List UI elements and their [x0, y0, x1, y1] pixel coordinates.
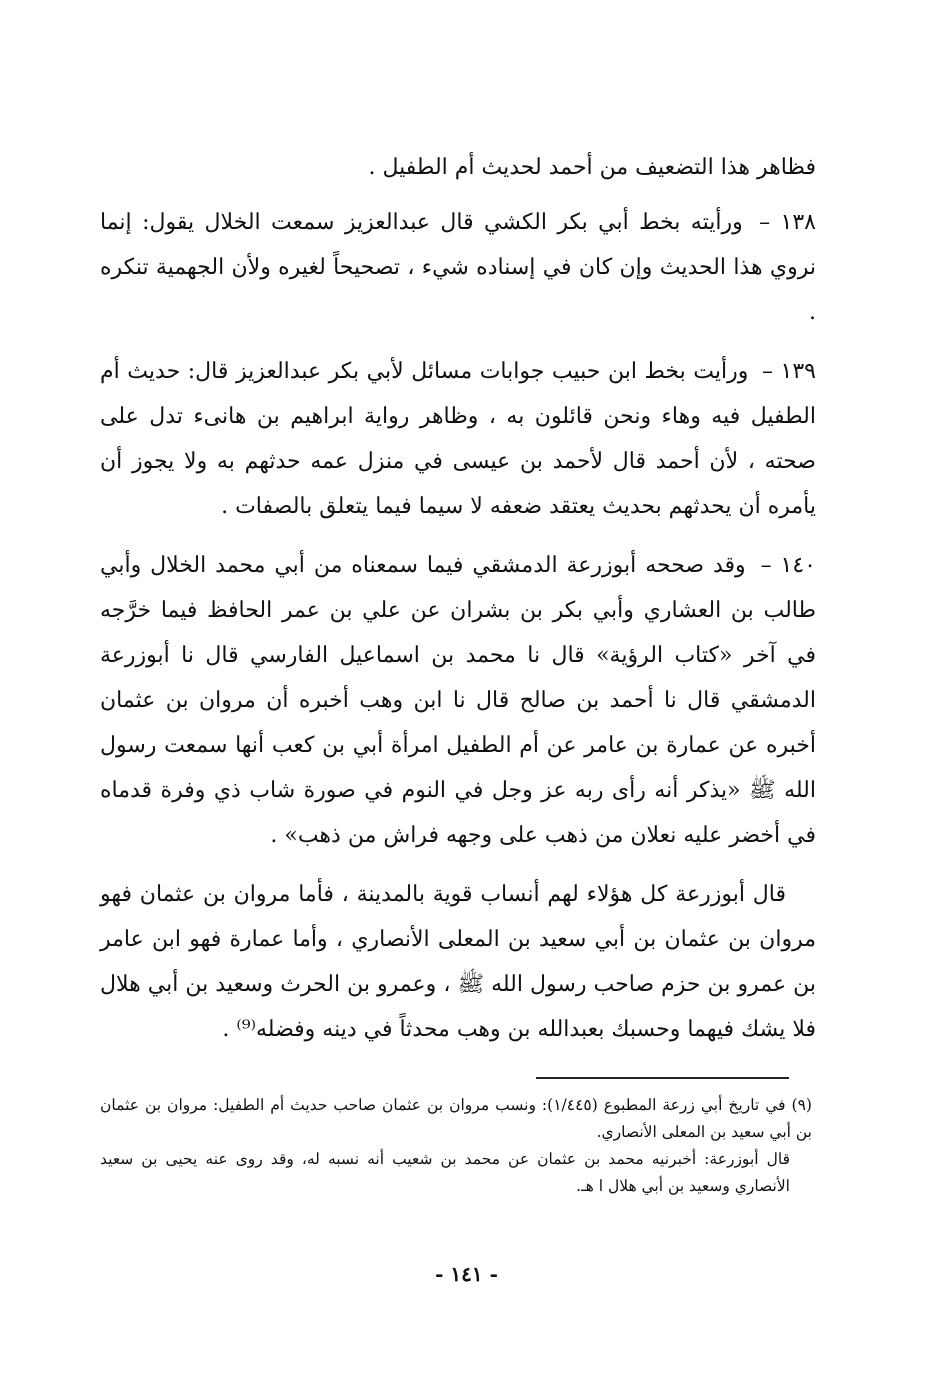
intro-line: فظاهر هذا التضعيف من أحمد لحديث أم الطفيل . — [368, 155, 816, 180]
page-body — [100, 145, 816, 1052]
footnote-9-continuation: قال أبوزرعة: أخبرنيه محمد بن عثمان عن محمد بن شعيب أنه نسبه له، وقد روى عنه يحيى بن سعيد الأنصاري وسعيد بن أبي هلال ا هـ. — [100, 1150, 790, 1195]
entry-text: ورأيت بخط ابن حبيب جوابات مسائل لأبي بكر عبدالعزيز قال: حديث أم الطفيل فيه وهاء ونحن قائلون به ، وظاهر رواية ابراهيم بن هانىء تدل على صحته ، لأن أحمد قال لأحمد بن عيسى في منزل عمه حدثهم به ولا يجوز أن يأمره أن يحدثهم بحديث يعتقد ضعفه لا سيما فيما يتعلق بالصفات . — [100, 359, 816, 519]
entry-140 — [100, 543, 816, 858]
entry-138 — [100, 200, 816, 335]
page-number: - ١٤١ - — [435, 1262, 498, 1286]
footnote-9 — [100, 1092, 812, 1146]
entry-text: ورأيته بخط أبي بكر الكشي قال عبدالعزيز سمعت الخلال يقول: إنما نروي هذا الحديث وإن كان في إسناده شيء ، تصحيحاً لغيره ولأن الجهمية تنكره . — [100, 210, 816, 325]
entry-number: ١٤٠ – — [760, 553, 816, 578]
footnote-text: في تاريخ أبي زرعة المطبوع (١/٤٤٥): ونسب مروان بن عثمان صاحب حديث أم الطفيل: مروان بن عثمان بن أبي سعيد بن المعلى الأنصاري. — [100, 1096, 812, 1141]
entry-number: ١٣٩ – — [761, 359, 816, 384]
entry-139 — [100, 349, 816, 529]
footnote-divider — [536, 1077, 789, 1079]
footnotes — [100, 1092, 812, 1200]
footnote-marker: (٩) — [791, 1096, 812, 1114]
entry-number: ١٣٨ – — [759, 210, 816, 235]
entry-text: وقد صححه أبوزرعة الدمشقي فيما سمعناه من أبي محمد الخلال وأبي طالب بن العشاري وأبي بكر بن بشران عن علي بن عمر الحافظ فيما خرَّجه في آخر «كتاب الرؤية» قال نا محمد بن اسماعيل الفارسي قال نا أبوزرعة الدمشقي قال نا أحمد بن صالح قال نا ابن وهب أخبره أن مروان بن عثمان أخبره عن عمارة بن عامر عن أم الطفيل امرأة أبي بن كعب أنها سمعت رسول الله ﷺ «يذكر أنه رأى ربه عز وجل في النوم في صورة شاب ذي وفرة قدماه في أخضر عليه نعلان من ذهب على وجهه فراش من ذهب» . — [100, 553, 816, 848]
closing-paragraph: قال أبوزرعة كل هؤلاء لهم أنساب قوية بالمدينة ، فأما مروان بن عثمان فهو مروان بن عثمان بن أبي سعيد بن المعلى الأنصاري ، وأما عمارة فهو ابن عامر بن عمرو بن حزم صاحب رسول الله ﷺ ، وعمرو بن الحرث وسعيد بن أبي هلال فلا يشك فيهما وحسبك بعبدالله بن وهب محدثاً في دينه وفضله⁽⁹⁾ . — [100, 882, 816, 1042]
